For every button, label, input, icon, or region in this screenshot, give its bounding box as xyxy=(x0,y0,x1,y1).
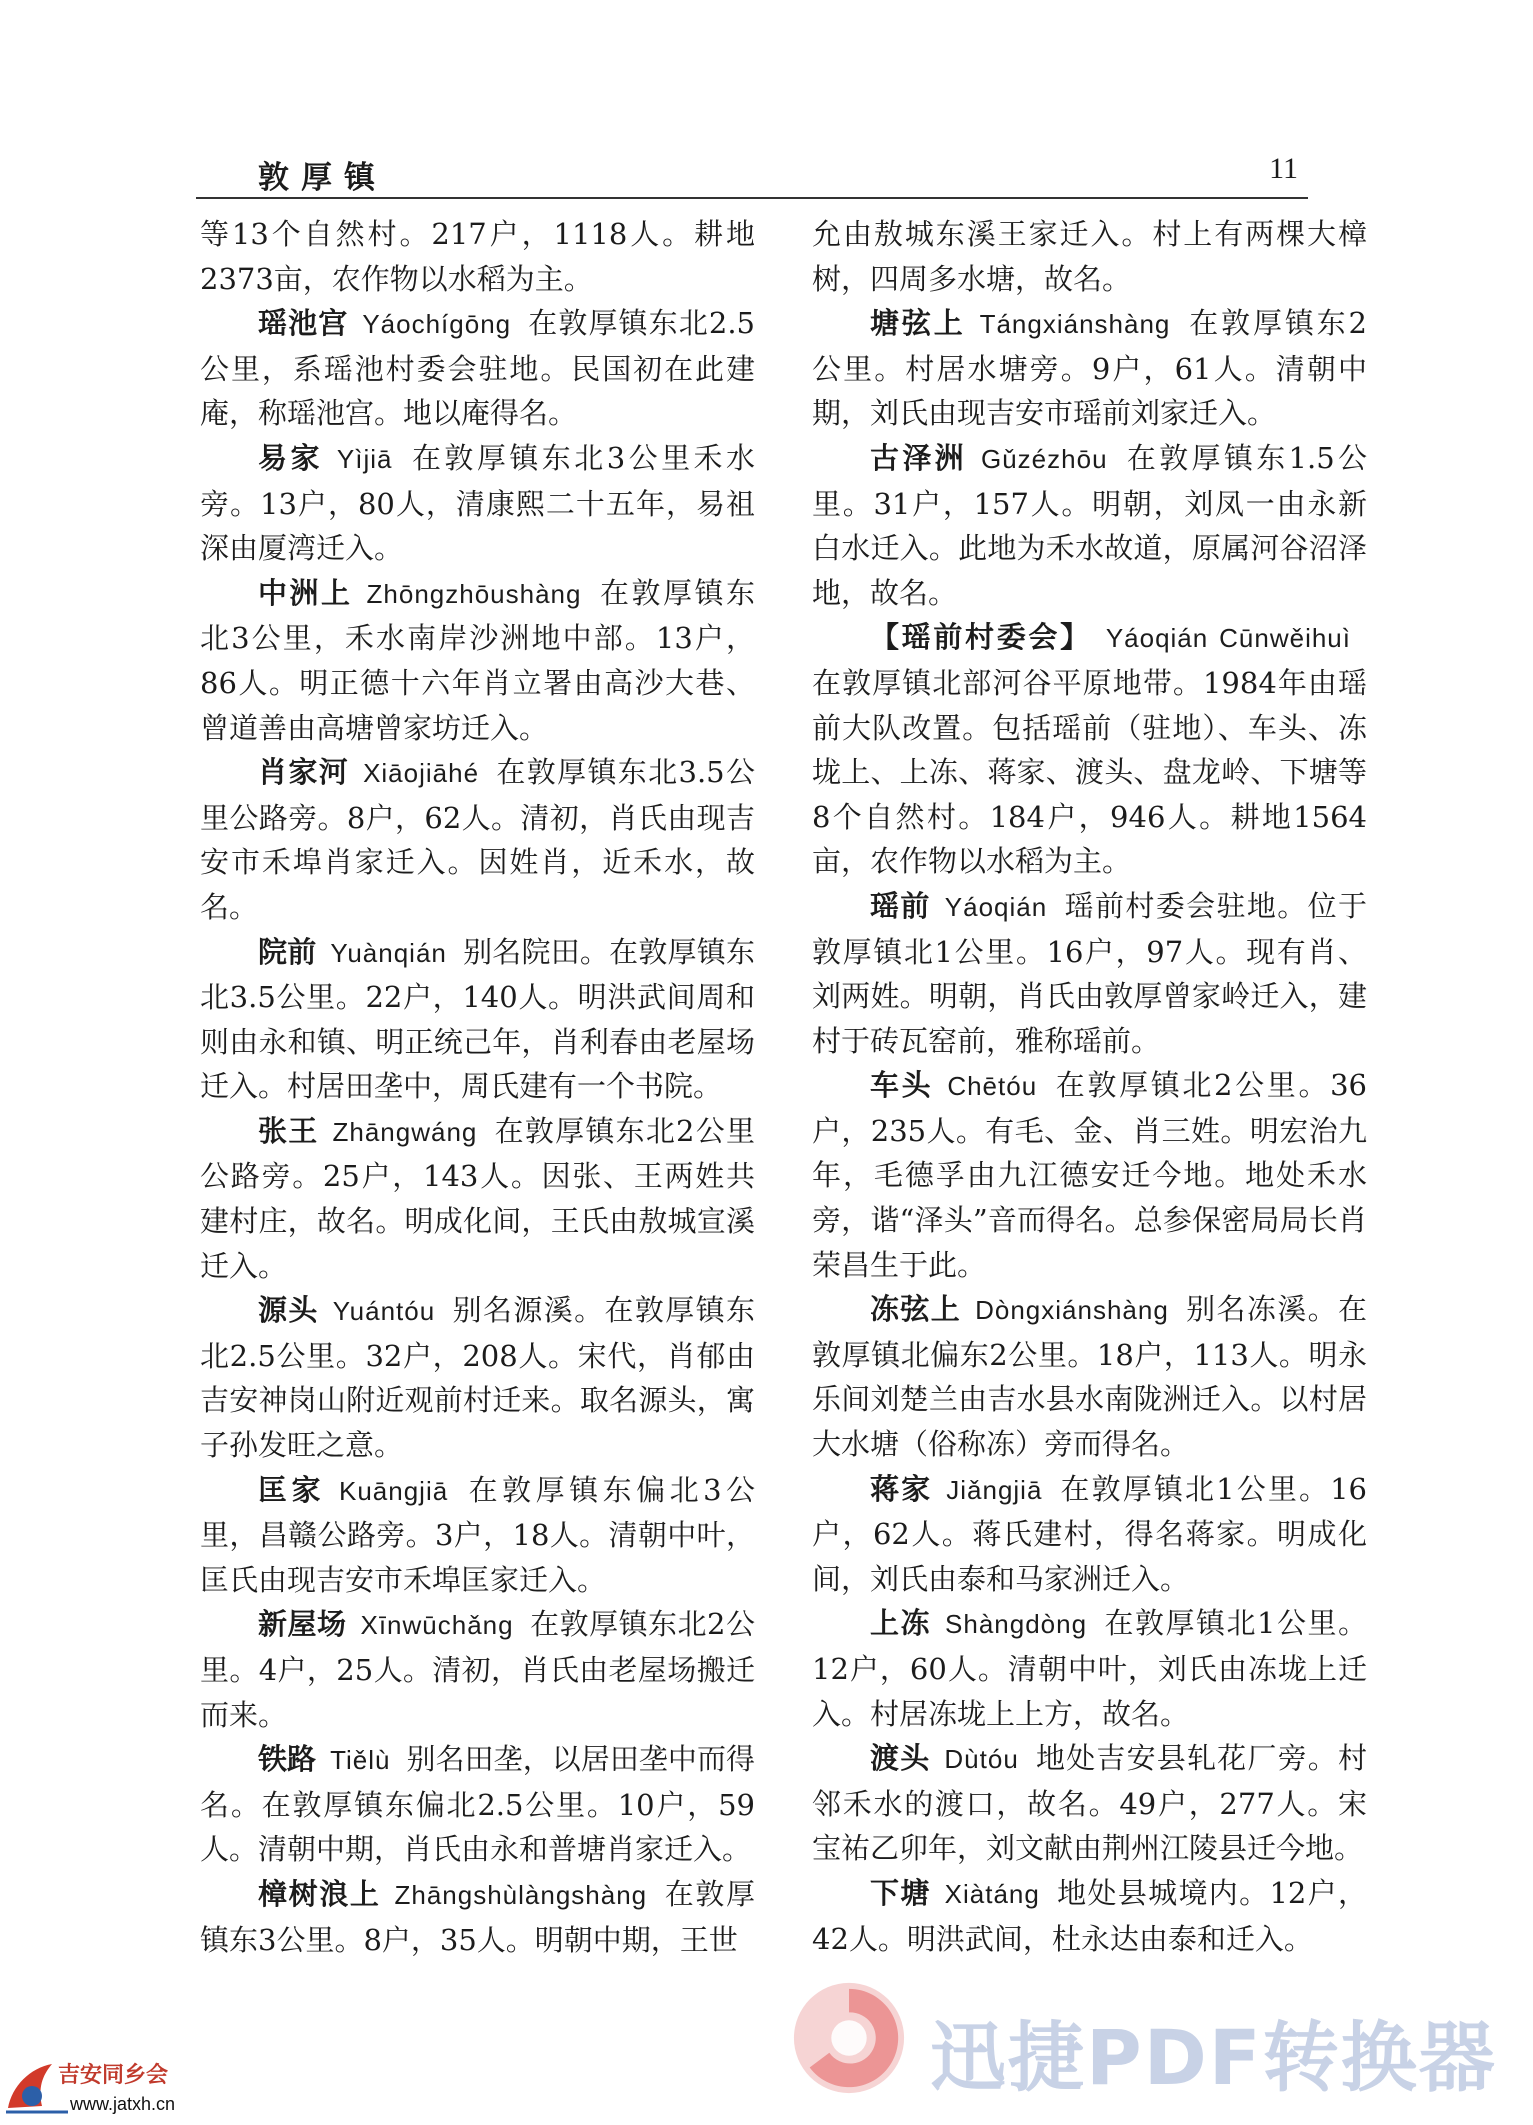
entry-name: 瑶池宫 xyxy=(258,306,349,341)
entry-name: 院前 xyxy=(258,934,317,969)
entry xyxy=(200,750,755,929)
site-url: www.jatxh.cn xyxy=(70,2094,176,2114)
entry-pinyin: Jiǎngjiā xyxy=(946,1474,1043,1505)
entry-text: 在敦厚镇东北2.5公里，系瑶池村委会驻地。民国初在此建庵，称瑶池宫。地以庵得名。 xyxy=(200,306,755,431)
entry xyxy=(200,571,755,750)
continued-paragraph: 允由敖城东溪王家迁入。村上有两棵大樟树，四周多水塘，故名。 xyxy=(812,217,1367,296)
entry-name: 蒋家 xyxy=(870,1471,933,1506)
entry-text: 在敦厚镇东1.5公里。31户，157人。明朝，刘凤一由永新白水迁入。此地为禾水故道，原属河谷沼泽地，故名。 xyxy=(812,440,1367,610)
entry-name: 樟树浪上 xyxy=(258,1876,381,1911)
entry-pinyin: Dòngxiánshàng xyxy=(975,1295,1169,1326)
continued-text xyxy=(812,212,1367,301)
entry xyxy=(812,436,1367,615)
site-name: 吉安同乡会 xyxy=(58,2063,169,2088)
entry-name: 肖家河 xyxy=(258,755,350,790)
section-heading: 【瑶前村委会】 xyxy=(870,620,1092,655)
entry-pinyin: Zhāngshùlàngshàng xyxy=(394,1879,648,1910)
entry xyxy=(812,301,1367,436)
entry-text: 在敦厚镇东北3.5公里公路旁。8户，62人。清初，肖氏由现吉安市禾埠肖家迁入。因姓肖，近禾水，故名。 xyxy=(200,755,755,924)
entry-name: 古泽洲 xyxy=(870,440,967,475)
left-column xyxy=(200,212,755,1957)
entry xyxy=(200,1602,755,1737)
site-logo xyxy=(0,2050,200,2125)
entry xyxy=(200,436,755,571)
entry xyxy=(200,1737,755,1872)
entry-pinyin: Yuántóu xyxy=(332,1296,436,1327)
entry-pinyin: Shàngdòng xyxy=(945,1609,1088,1640)
entry-text: 瑶前村委会驻地。位于敦厚镇北1公里。16户，97人。现有肖、刘两姓。明朝，肖氏由敦厚曾家岭迁入，建村于砖瓦窑前，雅称瑶前。 xyxy=(812,888,1367,1058)
entry xyxy=(812,1736,1367,1871)
entry-pinyin: Yáoqián xyxy=(944,891,1048,922)
entry-text: 在敦厚镇东北2公里公路旁。25户，143人。因张、王两姓共建村庄，故名。明成化间，王氏由敖城宣溪迁入。 xyxy=(200,1113,755,1283)
entry-name: 塘弦上 xyxy=(870,306,966,341)
entry-name: 源头 xyxy=(258,1293,319,1328)
entry-text: 在敦厚镇东北3公里禾水旁。13户，80人，清康熙二十五年，易祖深由厦湾迁入。 xyxy=(200,440,755,566)
continued-text xyxy=(200,212,755,301)
entry-text: 别名源溪。在敦厚镇东北2.5公里。32户，208人。宋代，肖郁由吉安神岗山附近观前村迁来。取名源头，寓子孙发旺之意。 xyxy=(200,1293,755,1463)
entry-name: 上冻 xyxy=(870,1606,932,1641)
right-column xyxy=(812,212,1367,1956)
continued-paragraph: 等13个自然村。217户，1118人。耕地2373亩，农作物以水稻为主。 xyxy=(200,217,755,296)
page-number: 11 xyxy=(1269,152,1298,185)
entry-pinyin: Xīnwūchǎng xyxy=(360,1610,514,1641)
entry-text: 在敦厚镇北部河谷平原地带。1984年由瑶前大队改置。包括瑶前（驻地）、车头、冻垅上、上冻、蒋家、渡头、盘龙岭、下塘等8个自然村。184户，946人。耕地1564亩，农作物以水稻为主。 xyxy=(812,665,1367,879)
watermark-text: 迅捷PDF转换器 xyxy=(930,2013,1497,2102)
entry xyxy=(812,1601,1367,1736)
entry-name: 易家 xyxy=(258,440,323,475)
entry-text: 在敦厚镇东北3公里，禾水南岸沙洲地中部。13户，86人。明正德十六年肖立署由高沙大巷、曾道善由高塘曾家坊迁入。 xyxy=(200,575,755,745)
page-header xyxy=(196,150,1308,194)
entry xyxy=(200,1468,755,1603)
entry-name: 中洲上 xyxy=(258,575,353,610)
entry-pinyin: Gǔzézhōu xyxy=(981,443,1108,474)
entry-name: 铁路 xyxy=(258,1742,317,1777)
entry-text: 在敦厚镇东2公里。村居水塘旁。9户，61人。清朝中期，刘氏由现吉安市瑶前刘家迁入。 xyxy=(812,306,1367,431)
entry-name: 渡头 xyxy=(870,1741,931,1776)
entry xyxy=(812,1287,1367,1466)
entry-text: 在敦厚镇北2公里。36户，235人。有毛、金、肖三姓。明宏治九年，毛德孚由九江德安迁今地。地处禾水旁，谐“泽头”音而得名。总参保密局局长肖荣昌生于此。 xyxy=(812,1068,1367,1282)
entry-text: 地处吉安县轧花厂旁。村邻禾水的渡口，故名。49户，277人。宋宝祐乙卯年，刘文献由荆州江陵县迁今地。 xyxy=(812,1741,1367,1866)
entry-name: 车头 xyxy=(870,1068,934,1103)
entry xyxy=(200,1872,755,1962)
entry xyxy=(200,301,755,436)
entry xyxy=(812,1063,1367,1287)
entry-text: 别名田垄，以居田垄中而得名。在敦厚镇东偏北2.5公里。10户，59人。清朝中期，肖氏由永和普塘肖家迁入。 xyxy=(200,1742,755,1867)
entry-text: 在敦厚镇东偏北3公里，昌赣公路旁。3户，18人。清朝中叶，匡氏由现吉安市禾埠匡家迁入。 xyxy=(200,1472,755,1597)
entry-pinyin: Yáoqián Cūnwěihuì xyxy=(1105,623,1351,654)
entry-text: 在敦厚镇东北2公里。4户，25人。清初，肖氏由老屋场搬迁而来。 xyxy=(200,1607,755,1732)
entry-name: 瑶前 xyxy=(870,888,931,923)
entry-pinyin: Tiělù xyxy=(330,1745,391,1776)
entry-text: 别名院田。在敦厚镇东北3.5公里。22户，140人。明洪武间周和则由永和镇、明正统己年，肖利春由老屋场迁入。村居田垄中，周氏建有一个书院。 xyxy=(200,934,755,1104)
entry-pinyin: Xiàtáng xyxy=(944,1878,1040,1909)
entry-pinyin: Zhāngwáng xyxy=(332,1116,478,1147)
entry-text: 在敦厚镇北1公里。12户，60人。清朝中叶，刘氏由冻垅上迁入。村居冻垅上上方，故名。 xyxy=(812,1606,1367,1731)
entry-pinyin: Yáochígōng xyxy=(362,309,512,340)
header-rule xyxy=(196,197,1308,199)
entry-pinyin: Yuànqián xyxy=(330,937,447,968)
entry-text: 地处县城境内。12户，42人。明洪武间，杜永达由泰和迁入。 xyxy=(812,1875,1367,1956)
entry xyxy=(812,615,1367,884)
entry-pinyin: Kuāngjiā xyxy=(338,1475,449,1506)
entry xyxy=(200,1288,755,1467)
entry xyxy=(200,1109,755,1288)
entry xyxy=(812,884,1367,1063)
entry-name: 匡家 xyxy=(258,1472,325,1507)
entry-pinyin: Yìjiā xyxy=(336,443,393,474)
running-title: 敦厚镇 xyxy=(258,160,387,196)
entry-pinyin: Xiāojiāhé xyxy=(363,758,480,789)
converter-logo-icon xyxy=(790,1979,908,2097)
entry-pinyin: Tángxiánshàng xyxy=(979,309,1171,340)
entry-name: 张王 xyxy=(258,1113,319,1148)
entry-text: 在敦厚镇北1公里。16户，62人。蒋氏建村，得名蒋家。明成化间，刘氏由泰和马家洲迁入。 xyxy=(812,1471,1367,1596)
entry-text: 别名冻溪。在敦厚镇北偏东2公里。18户，113人。明永乐间刘楚兰由吉水县水南陇洲迁入。以村居大水塘（俗称冻）旁而得名。 xyxy=(812,1292,1367,1462)
converter-watermark xyxy=(790,1975,1510,2105)
entry xyxy=(812,1467,1367,1602)
entry xyxy=(200,930,755,1109)
entry-pinyin: Chētóu xyxy=(947,1071,1038,1102)
entry-pinyin: Zhōngzhōushàng xyxy=(366,578,582,609)
entry-pinyin: Dùtóu xyxy=(944,1744,1019,1775)
entry xyxy=(812,1871,1367,1961)
entry-name: 下塘 xyxy=(870,1875,931,1910)
entry-text: 在敦厚镇东3公里。8户，35人。明朝中期，王世 xyxy=(200,1876,755,1957)
entry-name: 冻弦上 xyxy=(870,1292,962,1327)
entry-name: 新屋场 xyxy=(258,1607,347,1642)
